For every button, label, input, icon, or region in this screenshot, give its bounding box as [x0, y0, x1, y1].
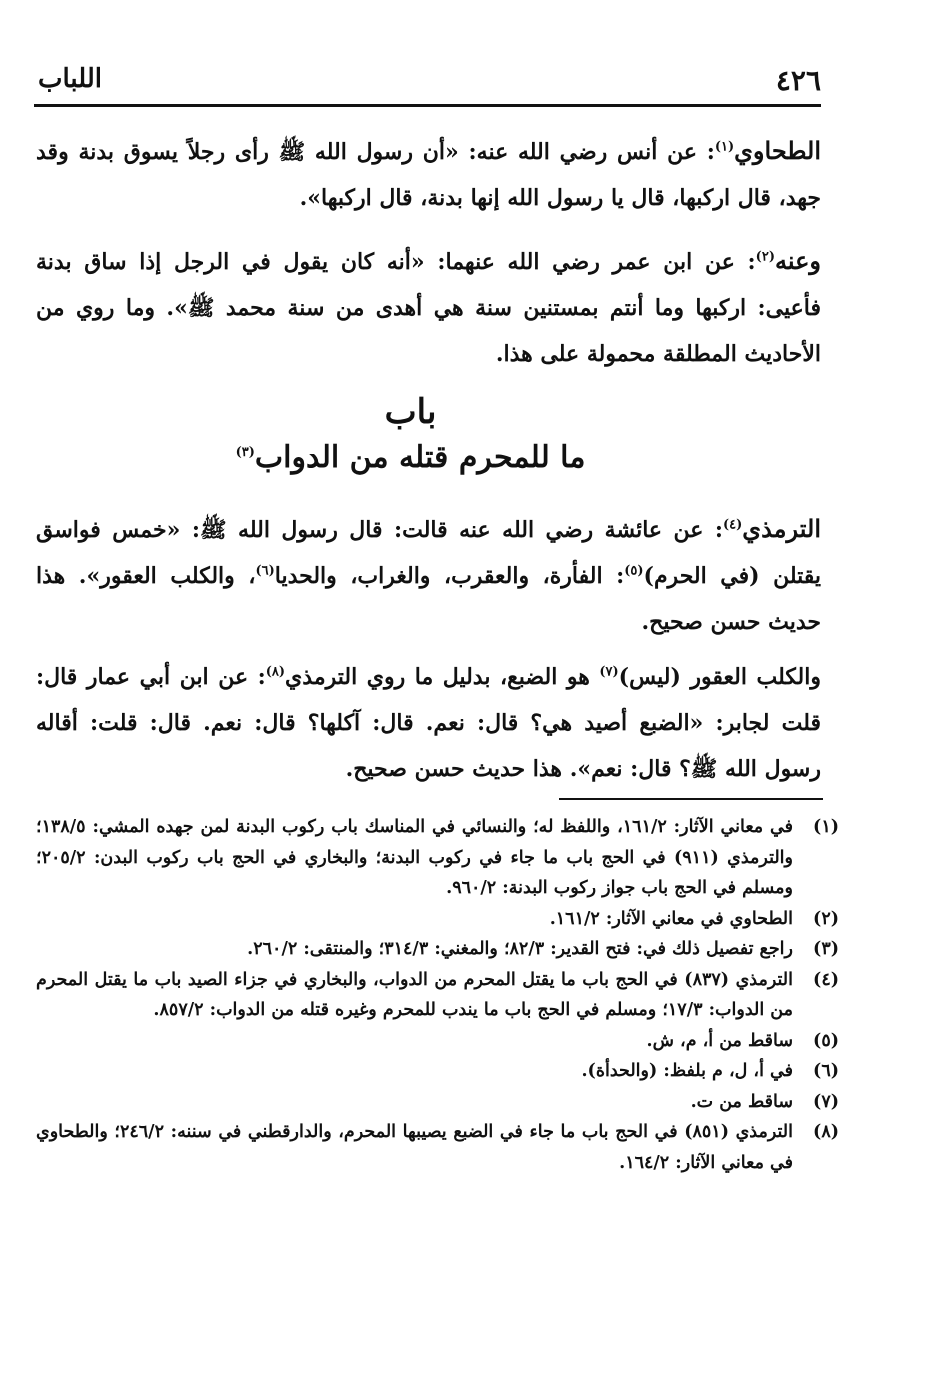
chapter-bab-heading: باب — [384, 392, 437, 432]
footnote-number: (٦) — [813, 1061, 839, 1081]
footnote-ref: (٣) — [235, 445, 255, 460]
paragraph-text: : عن أنس رضي الله عنه: «أن رسول الله ﷺ رأى رجلاً يسوق بدنة وقد جهد، قال اركبها، قال يا رسول الله إنها بدنة، قال اركبها». — [36, 139, 821, 211]
footnote-ref: (٧) — [599, 664, 619, 680]
footnote-number: (٨) — [813, 1122, 839, 1142]
footnote — [36, 1056, 839, 1087]
footnote-number: (٣) — [813, 939, 839, 959]
footnote-number: (٢) — [813, 908, 839, 929]
footnote — [36, 904, 839, 935]
paragraph-tahawi — [36, 128, 821, 221]
footnote — [36, 1117, 839, 1178]
footnote-number: (٧) — [813, 1091, 839, 1112]
footnote — [36, 1087, 839, 1118]
footnote — [36, 965, 839, 1026]
paragraph-lead: وعنه — [774, 246, 821, 275]
footnote-ref: (٢) — [755, 249, 775, 265]
chapter-title-text: ما للمحرم قتله من الدواب — [254, 440, 586, 475]
paragraph-text: : عن ابن عمر رضي الله عنهما: «أنه كان يقول في الرجل إذا ساق بدنة فأعيى: اركبها وما أنتم بمستنين سنة هي أهدى من سنة محمد ﷺ». وما روي من الأحاديث المطلقة محمولة على هذا. — [36, 249, 821, 367]
paragraph-kalb-aqur — [36, 654, 821, 792]
footnote — [36, 934, 839, 965]
footnote-ref: (٤) — [723, 517, 743, 533]
book-title: اللباب — [38, 64, 102, 94]
footnote-text: ساقط من أ، م، ش. — [646, 1030, 793, 1051]
paragraph-text: : عن ابن أبي عمار قال: قلت لجابر: «الضبع أصيد هي؟ قال: نعم. قال: آكلها؟ قال: نعم. قال: قلت: أقاله رسول الله ﷺ؟ قال: نعم». هذا حديث حسن صحيح. — [36, 664, 821, 782]
footnote-text: الترمذي (٨٣٧) في الحج باب ما يقتل المحرم من الدواب، والبخاري في جزاء الصيد باب ما يقتل المحرم من الدواب: ١٧/٣؛ ومسلم في الحج باب ما يندب للمحرم وغيره قتله من الدواب: ٨٥٧/٢. — [36, 969, 793, 1020]
footnote-ref: (١) — [714, 139, 735, 155]
footnotes — [36, 812, 839, 1178]
footnote — [36, 1026, 839, 1057]
footnote-number: (١) — [813, 817, 839, 837]
footnote-number: (٤) — [813, 969, 839, 990]
footnote-separator — [559, 798, 823, 800]
chapter-title — [0, 440, 821, 475]
footnote — [36, 812, 839, 904]
footnote-text: الترمذي (٨٥١) في الحج باب ما جاء في الضبع يصيبها المحرم، والدارقطني في سننه: ٢٤٦/٢؛ والطحاوي في معاني الآثار: ١٦٤/٢. — [36, 1122, 793, 1173]
footnote-text: في أ، ل، م بلفظ: (والحدأة). — [581, 1061, 793, 1081]
paragraph-tirmidhi — [36, 506, 821, 645]
paragraph-wa-anhu — [36, 238, 821, 377]
page-number: ٤٢٦ — [775, 64, 821, 97]
paragraph-lead: الترمذي — [742, 514, 821, 543]
footnote-text: راجع تفصيل ذلك في: فتح القدير: ٨٢/٣؛ والمغني: ٣١٤/٣؛ والمنتقى: ٢٦٠/٢. — [247, 939, 793, 959]
running-header — [38, 62, 821, 104]
footnote-text: ساقط من ت. — [690, 1091, 793, 1112]
paragraph-text: والكلب العقور (ليس) — [618, 664, 821, 690]
paragraph-text: هو الضبع، بدليل ما روي الترمذي — [285, 664, 600, 690]
footnote-number: (٥) — [813, 1030, 839, 1051]
paragraph-text: : الفأرة، والعقرب، والغراب، والحديا — [274, 563, 625, 589]
paragraph-text: ، والكلب العقور». هذا حديث حسن صحيح. — [36, 563, 821, 635]
footnote-ref: (٨) — [265, 664, 286, 680]
footnote-ref: (٦) — [255, 563, 275, 579]
paragraph-lead: الطحاوي — [734, 136, 821, 165]
paragraph-text: : عن عائشة رضي الله عنه قالت: قال رسول الله ﷺ: «خمس فواسق يقتلن (في الحرم) — [36, 517, 821, 589]
footnote-text: في معاني الآثار: ١٦١/٢، واللفظ له؛ والنسائي في المناسك باب ركوب البدنة لمن جهده المشي: ١٣٨/٥؛ والترمذي (٩١١) في الحج باب ما جاء في ركوب البدنة؛ والبخاري في الحج باب ركوب البدن: ٢٠٥/٢؛ ومسلم في الحج باب جواز ركوب البدنة: ٩٦٠/٢. — [36, 817, 793, 898]
footnote-text: الطحاوي في معاني الآثار: ١٦١/٢. — [549, 908, 793, 929]
header-rule — [34, 104, 821, 107]
footnote-ref: (٥) — [624, 563, 644, 579]
